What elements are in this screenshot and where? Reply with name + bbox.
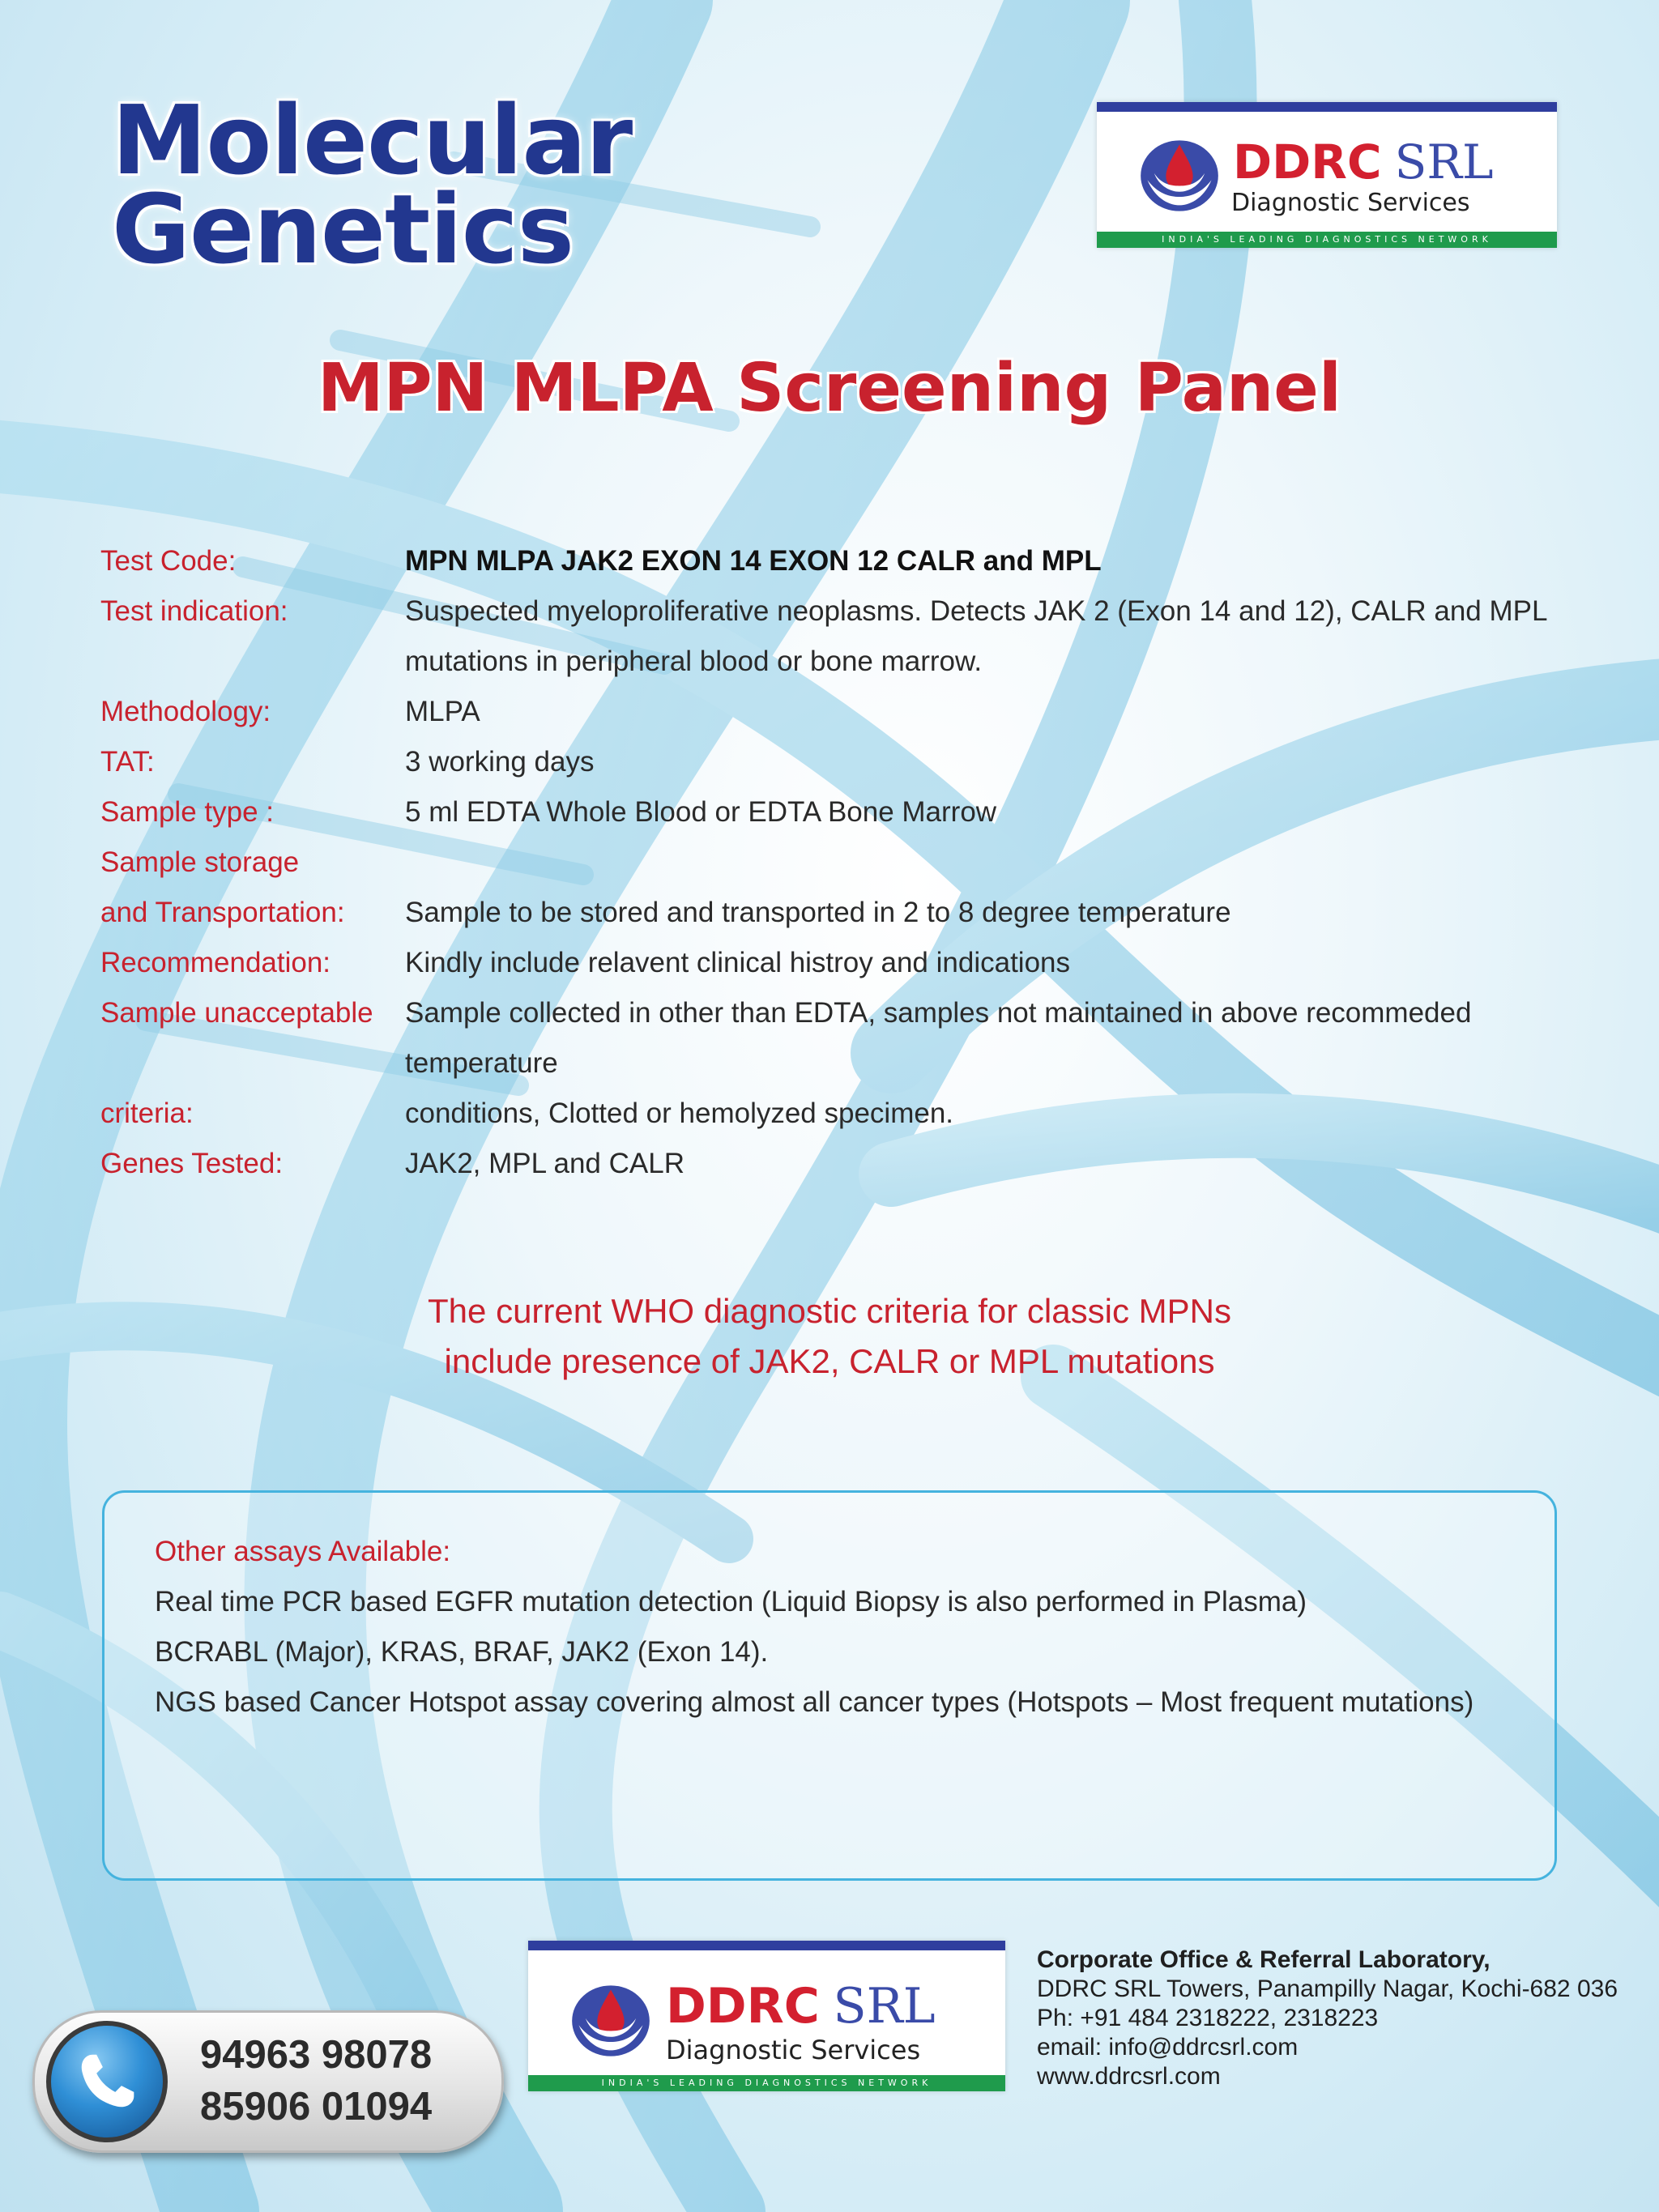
logo-brand (666, 1978, 936, 2035)
logo-subtitle: Diagnostic Services (666, 2035, 921, 2065)
detail-value (405, 837, 1607, 888)
detail-label: Test Code: (100, 545, 237, 577)
logo-tagline: INDIA'S LEADING DIAGNOSTICS NETWORK (1097, 232, 1557, 248)
contact-title: Corporate Office & Referral Laboratory, (1037, 1946, 1491, 1973)
detail-label: Sample type : (100, 796, 274, 828)
detail-value: Sample to be stored and transported in 2 to 8 degree temperature (405, 897, 1231, 928)
detail-row (100, 687, 1607, 737)
detail-value: Kindly include relavent clinical histroy and indications (405, 947, 1070, 978)
assay-item: Real time PCR based EGFR mutation detection (Liquid Biopsy is also performed in Plasma) (155, 1586, 1307, 1617)
detail-row (100, 988, 1607, 1089)
logo-brand-ddrc: DDRC (666, 1978, 820, 2035)
detail-value: conditions, Clotted or hemolyzed specimen. (405, 1097, 954, 1129)
contact-details (1037, 1946, 1644, 2091)
logo-drop-icon (1137, 138, 1222, 214)
contact-email: email: info@ddrcsrl.com (1037, 2034, 1299, 2061)
phone-icon-badge (46, 2021, 168, 2142)
detail-label: Recommendation: (100, 947, 331, 978)
ddrc-logo-top (1097, 102, 1557, 248)
assay-item: BCRABL (Major), KRAS, BRAF, JAK2 (Exon 14). (155, 1636, 769, 1668)
contact-address: DDRC SRL Towers, Panampilly Nagar, Kochi-682 036 (1037, 1975, 1618, 2002)
other-assays-title: Other assays Available: (155, 1536, 451, 1567)
heading-line-1: Molecular (112, 84, 633, 196)
who-note-line-1: The current WHO diagnostic criteria for classic MPNs (428, 1292, 1231, 1330)
heading-line-2: Genetics (112, 173, 574, 285)
heading-molecular-genetics (112, 84, 633, 285)
detail-label: TAT: (100, 746, 155, 778)
other-assays-box (102, 1490, 1557, 1881)
detail-row (100, 888, 1607, 938)
detail-value: Sample collected in other than EDTA, samples not maintained in above recommeded temperature (405, 997, 1472, 1079)
phone-number: 94963 98078 (200, 2033, 433, 2077)
phone-numbers-box (32, 2010, 504, 2153)
logo-brand (1233, 134, 1494, 190)
detail-label: Sample storage (100, 846, 300, 878)
detail-value: MPN MLPA JAK2 EXON 14 EXON 12 CALR and MPL (405, 545, 1102, 577)
assay-item: NGS based Cancer Hotspot assay covering almost all cancer types (Hotspots – Most frequent mutations) (155, 1686, 1474, 1718)
logo-subtitle: Diagnostic Services (1231, 189, 1470, 217)
detail-label: Methodology: (100, 696, 271, 727)
detail-label: and Transportation: (100, 897, 345, 928)
detail-value: Suspected myeloproliferative neoplasms. Detects JAK 2 (Exon 14 and 12), CALR and MPL (405, 595, 1548, 627)
panel-title: MPN MLPA Screening Panel (317, 350, 1342, 427)
detail-label (100, 637, 405, 687)
detail-row (100, 536, 1607, 586)
detail-label: Sample unacceptable (100, 997, 373, 1029)
detail-value: 5 ml EDTA Whole Blood or EDTA Bone Marrow (405, 796, 997, 828)
detail-row (100, 637, 1607, 687)
detail-row (100, 1139, 1607, 1189)
logo-brand-ddrc: DDRC (1233, 134, 1382, 190)
phone-number: 85906 01094 (200, 2085, 433, 2129)
detail-row (100, 1089, 1607, 1139)
detail-label: Genes Tested: (100, 1148, 284, 1179)
detail-row (100, 737, 1607, 787)
who-criteria-note (0, 1286, 1659, 1387)
detail-label: criteria: (100, 1097, 194, 1129)
logo-tagline: INDIA'S LEADING DIAGNOSTICS NETWORK (528, 2075, 1005, 2091)
detail-value: mutations in peripheral blood or bone marrow. (405, 646, 983, 677)
test-details (100, 536, 1607, 1189)
detail-row (100, 586, 1607, 637)
detail-row (100, 837, 1607, 888)
logo-brand-srl: SRL (833, 1978, 936, 2035)
detail-label: Test indication: (100, 595, 288, 627)
detail-row (100, 938, 1607, 988)
logo-brand-srl: SRL (1394, 134, 1494, 190)
who-note-line-2: include presence of JAK2, CALR or MPL mutations (444, 1342, 1215, 1380)
contact-website: www.ddrcsrl.com (1037, 2063, 1221, 2090)
detail-value: JAK2, MPL and CALR (405, 1148, 684, 1179)
detail-value: MLPA (405, 696, 480, 727)
ddrc-logo-bottom (528, 1941, 1005, 2091)
contact-phone: Ph: +91 484 2318222, 2318223 (1037, 2005, 1379, 2031)
phone-icon (74, 2048, 140, 2115)
logo-top-bar (1097, 102, 1557, 112)
logo-top-bar (528, 1941, 1005, 1950)
detail-value: 3 working days (405, 746, 595, 778)
logo-drop-icon (569, 1983, 653, 2059)
detail-row (100, 787, 1607, 837)
phone-numbers (200, 2029, 432, 2133)
